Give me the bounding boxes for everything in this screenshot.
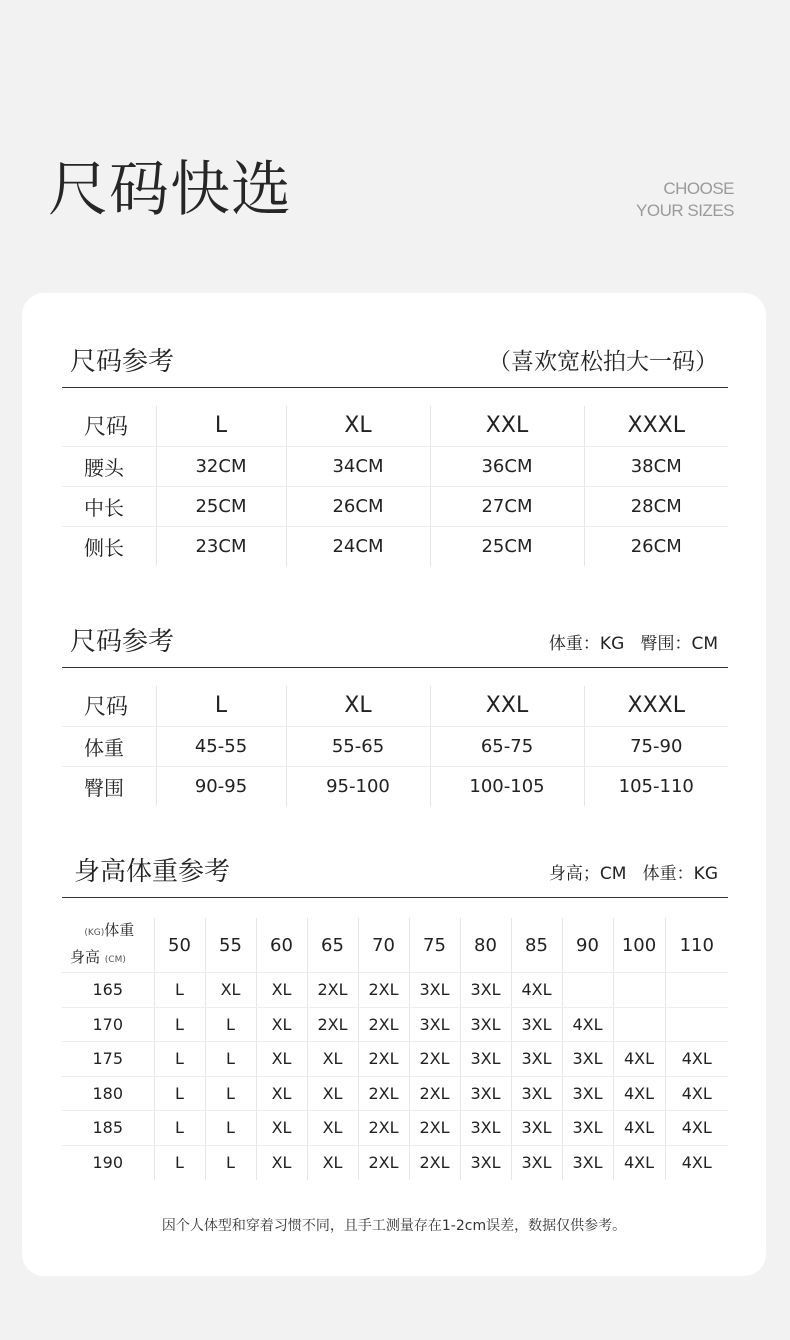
size-cell: 2XL — [307, 1007, 358, 1042]
size-cell: 4XL — [613, 1145, 665, 1180]
height-weight-table — [62, 918, 728, 1180]
table-row — [62, 526, 728, 566]
table-cell: 32CM — [156, 446, 286, 486]
size-cell: 2XL — [409, 1076, 460, 1111]
height-cell: 175 — [62, 1042, 154, 1077]
size-cell: 3XL — [511, 1076, 562, 1111]
size-cell: 2XL — [409, 1042, 460, 1077]
size-cell: L — [205, 1007, 256, 1042]
size-cell: 3XL — [562, 1076, 613, 1111]
size-cell: 3XL — [460, 1145, 511, 1180]
table-cell: 24CM — [286, 526, 430, 566]
size-cell: 3XL — [409, 1007, 460, 1042]
height-label: 身高 — [70, 948, 101, 966]
size-cell: L — [154, 1007, 205, 1042]
size-cell: 3XL — [460, 1076, 511, 1111]
header-cell: XL — [286, 406, 430, 446]
size-cell: 2XL — [358, 1042, 409, 1077]
section-header — [62, 853, 728, 898]
size-cell: 4XL — [613, 1111, 665, 1146]
table-row — [62, 1042, 728, 1077]
height-weight-body — [62, 918, 728, 1180]
size-cell: 4XL — [681, 1153, 712, 1172]
table-cell: 23CM — [156, 526, 286, 566]
row-label: 侧长 — [62, 526, 156, 566]
size-cell: L — [154, 1111, 205, 1146]
size-cell: XL — [205, 973, 256, 1008]
header-cell: XXXL — [584, 406, 728, 446]
row-label: 体重 — [62, 726, 156, 766]
size-chart-card — [22, 293, 766, 1276]
table-cell: 65-75 — [430, 726, 584, 766]
table-row — [62, 1145, 728, 1180]
table-row — [62, 726, 728, 766]
footnote: 因个人体型和穿着习惯不同，且手工测量存在1-2cm误差，数据仅供参考。 — [161, 1218, 627, 1234]
corner-cell — [62, 918, 154, 973]
weight-header-cell: 55 — [205, 918, 256, 973]
size-cell: 4XL — [665, 1042, 728, 1077]
table-cell: 34CM — [286, 446, 430, 486]
table-cell: 100-105 — [430, 766, 584, 806]
size-cell: 4XL — [511, 973, 562, 1008]
weight-label: 体重 — [104, 921, 135, 939]
size-cell: L — [154, 1145, 205, 1180]
size-cell — [665, 1007, 728, 1042]
table-cell: 105-110 — [618, 775, 694, 797]
table-cell: 55-65 — [286, 726, 430, 766]
size-cell: XL — [307, 1042, 358, 1077]
weight-header-cell: 60 — [256, 918, 307, 973]
table-cell: 90-95 — [156, 766, 286, 806]
size-cell: 3XL — [460, 1007, 511, 1042]
row-label: 臀围 — [62, 766, 156, 806]
size-cell: 2XL — [358, 1076, 409, 1111]
header-cell: XL — [286, 686, 430, 726]
size-cell: 3XL — [511, 1111, 562, 1146]
subtitle-line-1: CHOOSE — [663, 179, 734, 198]
height-cell: 165 — [62, 973, 154, 1008]
weight-header-cell: 85 — [511, 918, 562, 973]
size-cell — [613, 1007, 665, 1042]
table-cell: 95-100 — [286, 766, 430, 806]
table-cell: 28CM — [584, 486, 728, 526]
header-cell: 尺码 — [62, 406, 156, 446]
size-cell: XL — [256, 1007, 307, 1042]
row-label: 腰头 — [62, 446, 156, 486]
section-title: 尺码参考 — [70, 627, 175, 657]
size-cell: XL — [256, 1042, 307, 1077]
height-unit: (CM) — [104, 955, 126, 965]
body-size-table — [62, 686, 728, 806]
height-cell: 190 — [62, 1145, 154, 1180]
size-cell: XL — [256, 1145, 307, 1180]
size-cell: L — [154, 1042, 205, 1077]
size-cell: 4XL — [665, 1076, 728, 1111]
size-cell: L — [205, 1145, 256, 1180]
weight-header-cell: 110 — [665, 918, 728, 973]
size-cell: XL — [256, 1076, 307, 1111]
size-cell: 4XL — [562, 1007, 613, 1042]
weight-header-cell: 80 — [460, 918, 511, 973]
table-row — [62, 1007, 728, 1042]
size-cell: 3XL — [511, 1007, 562, 1042]
height-cell: 170 — [62, 1007, 154, 1042]
weight-header-cell: 75 — [409, 918, 460, 973]
size-cell: 3XL — [460, 973, 511, 1008]
header-cell: L — [156, 406, 286, 446]
table-cell: 38CM — [584, 446, 728, 486]
section-title: 尺码参考 — [70, 347, 175, 377]
table-header-row — [62, 406, 728, 446]
height-axis-label — [70, 945, 154, 972]
size-cell: 2XL — [409, 1145, 460, 1180]
header-cell: 尺码 — [62, 686, 156, 726]
size-cell: XL — [307, 1111, 358, 1146]
size-cell: XL — [256, 1111, 307, 1146]
table-cell: 27CM — [430, 486, 584, 526]
size-cell: 2XL — [358, 973, 409, 1008]
weight-header-cell: 65 — [307, 918, 358, 973]
section-note: （喜欢宽松拍大一码） — [488, 349, 718, 375]
page-subtitle — [636, 178, 734, 222]
table-header-row — [62, 686, 728, 726]
subtitle-line-2: YOUR SIZES — [636, 201, 734, 220]
table-cell: 75-90 — [584, 726, 728, 766]
size-cell: 2XL — [307, 973, 358, 1008]
header-cell: L — [156, 686, 286, 726]
size-cell — [613, 973, 665, 1008]
size-cell: XL — [256, 973, 307, 1008]
size-cell: 4XL — [613, 1042, 665, 1077]
table-cell: 25CM — [156, 486, 286, 526]
table-cell: 26CM — [286, 486, 430, 526]
weight-header-cell: 70 — [358, 918, 409, 973]
size-cell — [665, 973, 728, 1008]
weight-header-cell: 90 — [562, 918, 613, 973]
weight-axis-label — [70, 918, 154, 945]
table-row — [62, 486, 728, 526]
size-cell: L — [154, 973, 205, 1008]
table-row — [62, 973, 728, 1008]
section-note: 体重：KG 臀围：CM — [548, 634, 718, 654]
size-cell: 3XL — [562, 1111, 613, 1146]
weight-header-cell: 50 — [154, 918, 205, 973]
table-row — [62, 1111, 728, 1146]
size-cell: 3XL — [409, 973, 460, 1008]
garment-size-table — [62, 406, 728, 566]
body-size-section — [62, 623, 728, 806]
size-cell: L — [205, 1111, 256, 1146]
height-weight-section — [62, 853, 728, 1180]
size-cell: 3XL — [511, 1042, 562, 1077]
table-cell: 26CM — [630, 535, 682, 557]
table-cell: 45-55 — [156, 726, 286, 766]
size-cell: L — [205, 1076, 256, 1111]
size-cell: 3XL — [511, 1145, 562, 1180]
header-cell: XXXL — [584, 686, 728, 726]
height-cell: 185 — [62, 1111, 154, 1146]
size-cell: 4XL — [665, 1111, 728, 1146]
size-reference-section — [62, 343, 728, 566]
weight-header-cell: 100 — [613, 918, 665, 973]
section-header — [62, 623, 728, 668]
size-cell: 3XL — [562, 1042, 613, 1077]
size-cell: XL — [307, 1076, 358, 1111]
table-cell: 25CM — [430, 526, 584, 566]
table-cell: 36CM — [430, 446, 584, 486]
size-cell: 2XL — [358, 1145, 409, 1180]
size-cell: 2XL — [409, 1111, 460, 1146]
size-cell: 3XL — [460, 1042, 511, 1077]
table-row — [62, 1076, 728, 1111]
size-cell — [562, 973, 613, 1008]
section-header — [62, 343, 728, 388]
weight-unit: (KG) — [84, 928, 105, 938]
table-row — [62, 446, 728, 486]
table-header-row — [62, 918, 728, 973]
size-cell: 2XL — [358, 1111, 409, 1146]
size-cell: XL — [307, 1145, 358, 1180]
size-cell: 2XL — [358, 1007, 409, 1042]
header-cell: XXL — [430, 406, 584, 446]
size-cell: L — [154, 1076, 205, 1111]
table-row — [62, 766, 728, 806]
height-cell: 180 — [62, 1076, 154, 1111]
header-cell: XXL — [430, 686, 584, 726]
row-label: 中长 — [62, 486, 156, 526]
size-cell: L — [205, 1042, 256, 1077]
page-title: 尺码快选 — [48, 155, 292, 225]
size-cell: 3XL — [460, 1111, 511, 1146]
section-title: 身高体重参考 — [74, 857, 231, 887]
size-cell: 3XL — [562, 1145, 613, 1180]
size-cell: 4XL — [613, 1076, 665, 1111]
section-note: 身高；CM 体重：KG — [548, 864, 718, 884]
